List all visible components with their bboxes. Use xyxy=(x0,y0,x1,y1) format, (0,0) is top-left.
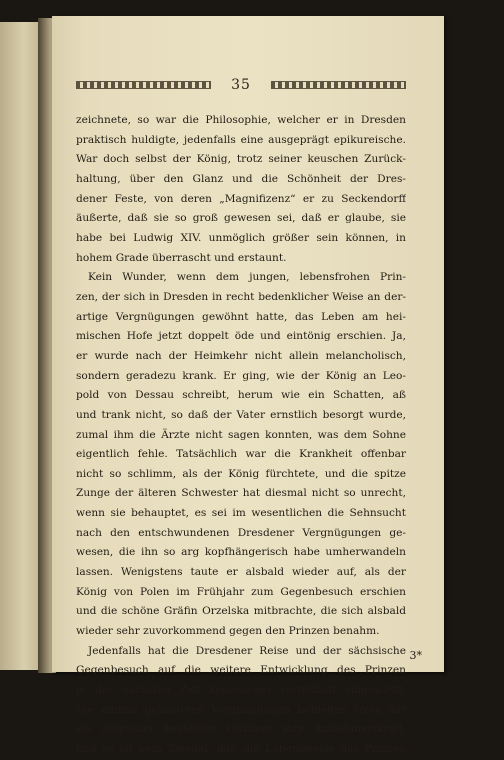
page-number: 35 xyxy=(231,77,251,93)
text-line: wenn sie behauptet, es sei im wesentlichen die Sehnsucht xyxy=(76,507,406,520)
text-line: König von Polen im Frühjahr zum Gegenbesuch erschien xyxy=(76,585,406,598)
signature-mark: 3* xyxy=(409,649,422,662)
text-line: Zunge der älteren Schwester hat diesmal nicht so unrecht, xyxy=(76,487,406,500)
text-line: wieder sehr zuvorkommend gegen den Prinzen benahm. xyxy=(76,625,380,638)
text-line: Die einmal gekosteten Vergnügungen behielten trotz der xyxy=(76,703,406,716)
left-page-edge xyxy=(0,22,40,670)
page-header xyxy=(76,73,406,97)
text-line: mischen Hofe jetzt doppelt öde und eintönig erschien. Ja, xyxy=(76,330,406,343)
text-line: War doch selbst der König, trotz seiner keuschen Zurück- xyxy=(76,153,406,166)
text-line: dener Feste, von deren „Magnifizenz“ er zu Seckendorff xyxy=(76,192,406,205)
text-line: zen, der sich in Dresden in recht bedenklicher Weise an der- xyxy=(76,290,406,303)
text-line: nach den entschwundenen Dresdener Vergnügungen ge- xyxy=(76,526,406,539)
book-page xyxy=(52,16,444,755)
text-line: in der nächsten Zeit keineswegs vorteilhaft eingewirkt. xyxy=(76,684,406,697)
text-line: sondern geradezu krank. Er ging, wie der König an Leo- xyxy=(76,369,406,382)
left-ornament xyxy=(76,81,211,89)
text-line: äußerte, daß sie so groß gewesen sei, daß er glaube, sie xyxy=(76,212,406,225)
text-line: er wurde nach der Heimkehr nicht allein melancholisch, xyxy=(76,349,406,362)
text-line: zeichnete, so war die Philosophie, welcher er in Dresden xyxy=(76,114,406,126)
text-line: wesen, die ihn so arg kopfhängerisch habe umherwandeln xyxy=(76,546,406,559)
text-line: lassen. Wenigstens taute er alsbald wieder auf, als der xyxy=(76,566,406,579)
text-line: haltung, über den Glanz und die Schönheit der Dres- xyxy=(76,172,406,185)
text-line: Gegenbesuch auf die weitere Entwicklung des Prinzen xyxy=(76,664,406,677)
text-line: pold von Dessau schreibt, herum wie ein Schatten, aß xyxy=(76,389,406,402)
text-line: eigentlich fehle. Tatsächlich war die Krankheit offenbar xyxy=(76,448,406,461)
text-line: habe bei Ludwig XIV. unmöglich größer sein können, in xyxy=(76,231,406,244)
text-line: nicht so schlimm, als der König fürchtete, und die spitze xyxy=(76,467,406,480)
text-line: zumal ihm die Ärzte nicht sagen konnten, was dem Sohne xyxy=(76,428,406,441)
text-line: Kein Wunder, wenn dem jungen, lebensfrohen Prin- xyxy=(88,271,406,284)
text-line: und die schöne Gräfin Orzelska mitbrachte, die sich alsbald xyxy=(76,605,406,618)
text-line: und trank nicht, so daß der Vater ernstlich besorgt wurde, xyxy=(76,408,406,421)
right-ornament xyxy=(271,81,406,89)
text-line: hohem Grade überrascht und erstaunt. xyxy=(76,251,287,264)
text-line: artige Vergnügungen gewöhnt hatte, das Leben am hei- xyxy=(76,310,406,323)
body-text xyxy=(76,111,406,760)
text-line: Jedenfalls hat die Dresdener Reise und der sächsische xyxy=(88,644,406,657)
text-line: als Aufpasser bestellten Offiziere ihre Anziehungskraft, xyxy=(76,723,406,736)
text-line: praktisch huldigte, jedenfalls eine ausgeprägt epikureische. xyxy=(76,133,406,146)
text-line: und es ist kein Zweifel, daß die Lebensweise des Prinzen xyxy=(76,743,406,755)
